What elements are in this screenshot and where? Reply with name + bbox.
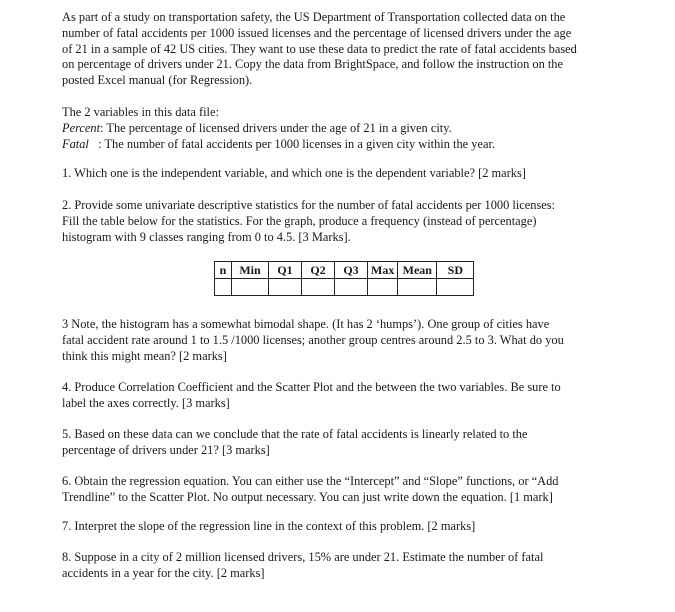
value-q1 [269,279,302,296]
variable-percent-label: Percent [62,120,101,135]
question-7 [62,519,622,535]
question-line: think this might mean? [2 marks] [62,348,227,363]
question-3 [62,317,622,364]
value-mean [398,279,437,296]
question-line: 1. Which one is the independent variable, and which one is the dependent variable? [2 marks] [62,166,526,180]
question-line: Trendline” to the Scatter Plot. No output necessary. You can just write down the equation. [1 mark] [62,489,553,504]
question-line: 3 Note, the histogram has a somewhat bimodal shape. (It has 2 ‘humps’). One group of cities have [62,317,550,331]
value-q2 [302,279,335,296]
question-line: 8. Suppose in a city of 2 million licensed drivers, 15% are under 21. Estimate the number of fatal [62,550,544,564]
header-q2: Q2 [302,262,335,279]
header-max: Max [368,262,398,279]
intro-line: number of fatal accidents per 1000 issued licenses and the percentage of licensed drivers under the age [62,25,572,40]
value-min [232,279,269,296]
statistics-header-row [215,262,474,279]
intro-line: As part of a study on transportation safety, the US Department of Transportation collected data on the [62,10,566,24]
question-4 [62,380,622,412]
question-2 [62,198,622,245]
statistics-value-row [215,279,474,296]
header-mean: Mean [398,262,437,279]
intro-line: of 21 in a sample of 42 US cities. They want to use these data to predict the rate of fatal accidents based [62,41,577,56]
question-line: accidents in a year for the city. [2 marks] [62,565,265,580]
header-min: Min [232,262,269,279]
variable-fatal [62,137,622,153]
header-n: n [215,262,232,279]
question-line: Fill the table below for the statistics. For the graph, produce a frequency (instead of percentage) [62,213,537,228]
question-6 [62,474,622,506]
statistics-table [214,261,474,296]
value-max [368,279,398,296]
variable-fatal-text: : The number of fatal accidents per 1000 licenses in a given city within the year. [88,136,495,151]
question-line: 2. Provide some univariate descriptive statistics for the number of fatal accidents per 1000 licenses: [62,198,556,212]
question-line: 7. Interpret the slope of the regression line in the context of this problem. [2 marks] [62,519,476,533]
question-line: 6. Obtain the regression equation. You can either use the “Intercept” and “Slope” functions, or “Add [62,474,559,488]
question-line: histogram with 9 classes ranging from 0 to 4.5. [3 Marks]. [62,229,351,244]
question-8 [62,550,622,582]
question-line: 5. Based on these data can we conclude that the rate of fatal accidents is linearly related to the [62,427,528,441]
variable-fatal-label: Fatal [62,136,89,151]
question-line: percentage of drivers under 21? [3 marks] [62,442,270,457]
value-n [215,279,232,296]
question-5 [62,427,622,459]
variables-section [62,105,622,152]
question-line: fatal accident rate around 1 to 1.5 /1000 licenses; another group centres around 2.5 to 3. What do you [62,332,564,347]
intro-line: on percentage of drivers under 21. Copy the data from BrightSpace, and follow the instruction on the [62,57,563,72]
variable-percent [62,121,622,137]
header-sd: SD [437,262,474,279]
question-line: label the axes correctly. [3 marks] [62,395,230,410]
question-1 [62,166,622,182]
variables-heading: The 2 variables in this data file: [62,105,219,119]
variable-percent-text: : The percentage of licensed drivers under the age of 21 in a given city. [100,120,452,135]
question-line: 4. Produce Correlation Coefficient and the Scatter Plot and the between the two variables. Be sure to [62,380,561,394]
intro-paragraph [62,10,622,89]
header-q1: Q1 [269,262,302,279]
intro-line: posted Excel manual (for Regression). [62,73,253,88]
header-q3: Q3 [335,262,368,279]
value-sd [437,279,474,296]
value-q3 [335,279,368,296]
